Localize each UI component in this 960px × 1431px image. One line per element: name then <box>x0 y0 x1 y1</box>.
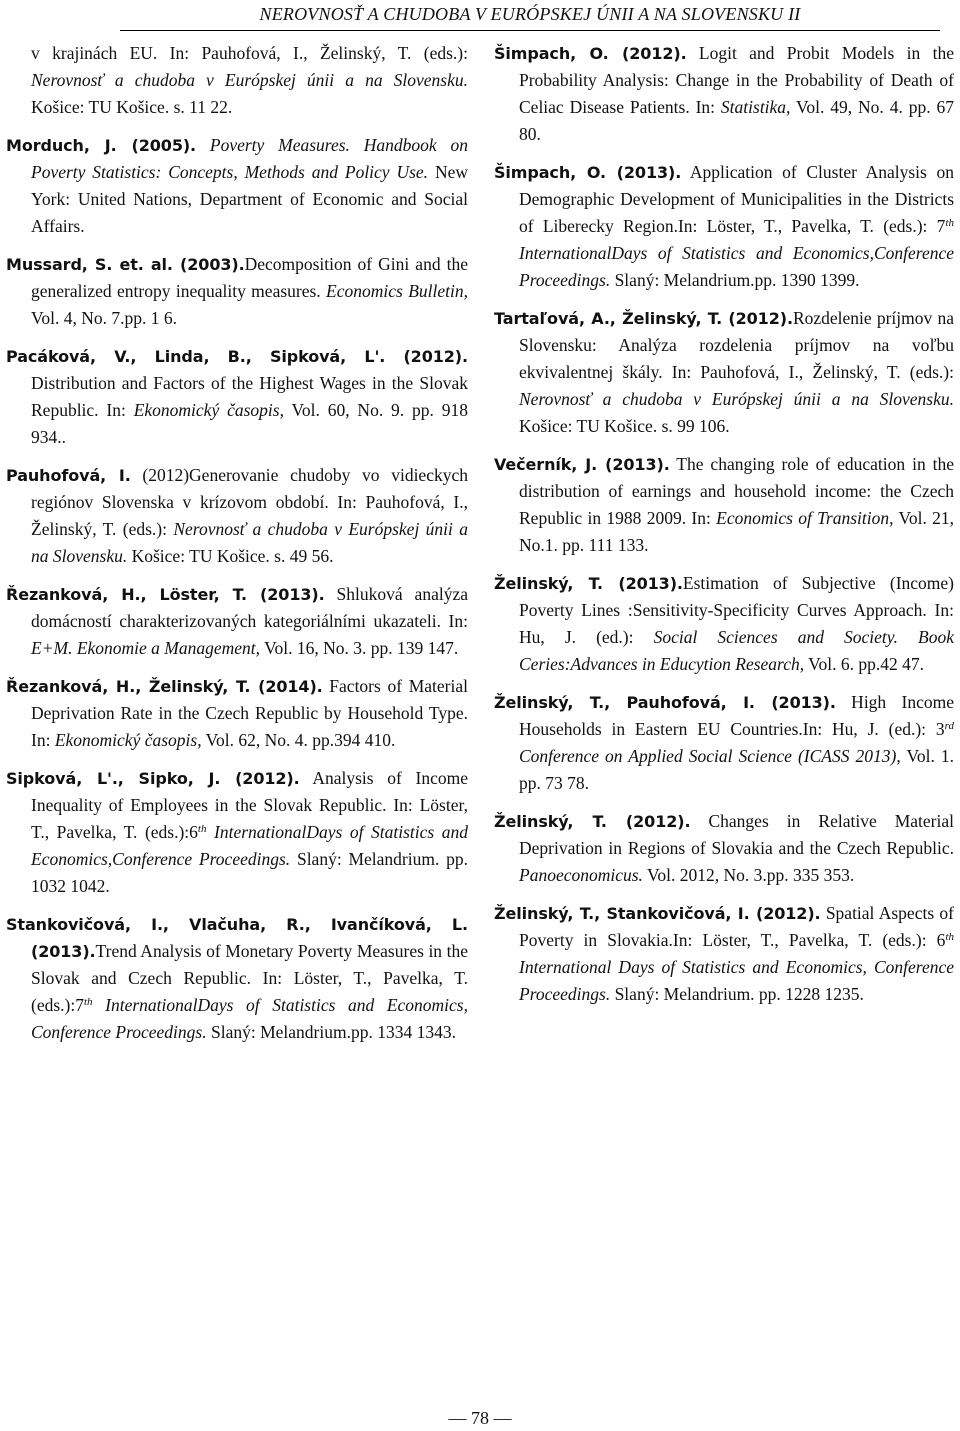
reference-text: Vol. 21, No.1. pp. 111 133. <box>519 508 955 555</box>
left-column <box>6 40 468 1057</box>
reference-text: Logit and Probit Models in the Probability Analysis: Change in the Probability of Death of Celiac Disease Patients. In: <box>519 43 954 117</box>
reference-text: Košice: TU Košice. s. 11 22. <box>31 97 233 117</box>
reference-text: Factors of Material Deprivation Rate in the Czech Republic by Household Type. In: <box>31 676 468 750</box>
reference-text: Estimation of Subjective (Income) Poverty Lines :Sensitivity-Specificity Curves Approach. In: Hu, J. (ed.): <box>519 573 955 647</box>
reference-title: Economics of Transition, <box>716 508 894 528</box>
reference-text: Košice: TU Košice. s. 99 106. <box>519 416 730 436</box>
reference-author: Řezanková, H., Želinský, T. (2014). <box>6 677 323 696</box>
reference-text: Vol. 4, No. 7.pp. 1 6. <box>31 308 178 328</box>
reference-title: InternationalDays of Statistics and Economics, Conference Proceedings. <box>31 995 468 1042</box>
reference-title: Poverty Measures. Handbook on Poverty Statistics: Concepts, Methods and Policy Use. <box>31 135 468 182</box>
reference-title: E+M. Ekonomie a Management, <box>31 638 261 658</box>
reference-zelinsky-2012 <box>494 808 954 889</box>
running-header <box>120 4 940 31</box>
reference-author: Želinský, T., Stankovičová, I. (2012). <box>494 904 821 923</box>
reference-title: Conference on Applied Social Science (ICASS 2013), <box>519 746 901 766</box>
reference-text: Vol. 1. pp. 73 78. <box>519 746 954 793</box>
reference-text: High Income Households in Eastern EU Countries.In: Hu, J. (ed.): 3 <box>519 692 954 739</box>
reference-text: Vol. 16, No. 3. pp. 139 147. <box>260 638 459 658</box>
reference-text: Analysis of Income Inequality of Employees in the Slovak Republic. In: Löster, T., Pavelka, T. (eds.):6 <box>31 768 468 842</box>
reference-author: Sipková, L'., Sipko, J. (2012). <box>6 769 300 788</box>
reference-zelinsky-pauhofova <box>494 689 954 797</box>
reference-author: Večerník, J. (2013). <box>494 455 670 474</box>
reference-author: Pacáková, V., Linda, B., Sipková, L'. (2012). <box>6 347 468 366</box>
reference-text: Košice: TU Košice. s. 49 56. <box>127 546 334 566</box>
reference-author: Želinský, T., Pauhofová, I. (2013). <box>494 693 836 712</box>
reference-text: Spatial Aspects of Poverty in Slovakia.In: Löster, T., Pavelka, T. (eds.): 6 <box>519 903 955 950</box>
reference-author: Želinský, T. (2012). <box>494 812 691 831</box>
reference-text: Changes in Relative Material Deprivation in Regions of Slovakia and the Czech Republic. <box>519 811 954 858</box>
reference-title: International Days of Statistics and Economics, Conference Proceedings. <box>519 957 954 1004</box>
reference-author: Šimpach, O. (2013). <box>494 163 682 182</box>
reference-text: Trend Analysis of Monetary Poverty Measures in the Slovak and Czech Republic. In: Löster, T., Pavelka, T. (eds.):7 <box>31 941 468 1015</box>
reference-text: Vol. 49, No. 4. pp. 67 80. <box>519 97 954 144</box>
reference-text: The changing role of education in the distribution of earnings and household income: the Czech Republic in 1988 2009. In: <box>519 454 954 528</box>
reference-title: Nerovnosť a chudoba v Európskej únii a na Slovensku. <box>31 70 468 90</box>
reference-sipkova-sipko <box>6 765 468 900</box>
reference-title: Social Sciences and Society. Book Ceries:Advances in Educytion Research, <box>519 627 954 674</box>
reference-text: (2012)Generovanie chudoby vo vidieckych regiónov Slovenska v krízovom období. In: Pauhofová, I., Želinský, T. (eds.): <box>31 465 468 539</box>
reference-text: Rozdelenie príjmov na Slovensku: Analýza rozdelenia príjmov na voľbu ekvivalentnej škály. In: Pauhofová, I., Želinský, T. (eds.): <box>519 308 954 382</box>
reference-author: Želinský, T. (2013). <box>494 574 683 593</box>
reference-text: Slaný: Melandrium. pp. 1228 1235. <box>610 984 864 1004</box>
reference-author: Pauhofová, I. <box>6 466 131 485</box>
reference-text: Vol. 6. pp.42 47. <box>804 654 925 674</box>
reference-title: Economics Bulletin, <box>326 281 468 301</box>
reference-rezankova-zelinsky <box>6 673 468 754</box>
reference-title: Nerovnosť a chudoba v Európskej únii a na Slovensku. <box>519 389 954 409</box>
reference-author: Šimpach, O. (2012). <box>494 44 687 63</box>
reference-text: Vol. 60, No. 9. pp. 918 934.. <box>31 400 468 447</box>
running-title: NEROVNOSŤ A CHUDOBA V EURÓPSKEJ ÚNII A NA SLOVENSKU II <box>259 4 801 24</box>
reference-tartalova <box>494 305 954 440</box>
reference-stankovicova <box>6 911 468 1046</box>
reference-mussard <box>6 251 468 332</box>
ordinal-superscript: th <box>945 931 954 943</box>
reference-title: Ekonomický časopis, <box>133 400 284 420</box>
reference-author: Mussard, S. et. al. (2003). <box>6 255 245 274</box>
reference-pacakova <box>6 343 468 451</box>
reference-zelinsky-stankovicova <box>494 900 954 1008</box>
reference-simpach-2012 <box>494 40 954 148</box>
page-number-value: 78 <box>471 1408 489 1428</box>
reference-text: v krajinách EU. In: Pauhofová, I., Želinský, T. (eds.): <box>31 43 468 63</box>
reference-pauhofova <box>6 462 468 570</box>
page-number-dash-left: — <box>448 1408 471 1428</box>
reference-text: Slaný: Melandrium.pp. 1390 1399. <box>610 270 860 290</box>
page-number <box>0 1408 960 1429</box>
reference-morduch <box>6 132 468 240</box>
reference-title: Panoeconomicus. <box>519 865 643 885</box>
reference-text: New York: United Nations, Department of Economic and Social Affairs. <box>31 162 468 236</box>
ordinal-superscript: th <box>83 996 93 1008</box>
reference-rezankova-loster <box>6 581 468 662</box>
reference-text: Shluková analýza domácností charakterizovaných kategoriálními ukazateli. In: <box>31 584 468 631</box>
ordinal-superscript: th <box>197 823 207 835</box>
reference-text: Vol. 2012, No. 3.pp. 335 353. <box>642 865 855 885</box>
reference-author: Morduch, J. (2005). <box>6 136 197 155</box>
reference-vecernik <box>494 451 954 559</box>
reference-title: Statistika, <box>720 97 791 117</box>
reference-zelinsky-2013 <box>494 570 954 678</box>
right-column <box>494 40 954 1019</box>
page-number-dash-right: — <box>489 1408 512 1428</box>
reference-title: InternationalDays of Statistics and Economics,Conference Proceedings. <box>31 822 468 869</box>
reference-author: Řezanková, H., Löster, T. (2013). <box>6 585 325 604</box>
reference-text: Slaný: Melandrium. pp. 1032 1042. <box>31 849 469 896</box>
reference-text: Distribution and Factors of the Highest Wages in the Slovak Republic. In: <box>31 373 468 420</box>
reference-title: InternationalDays of Statistics and Economics,Conference Proceedings. <box>519 243 954 290</box>
reference-author: Tartaľová, A., Želinský, T. (2012). <box>494 309 793 328</box>
reference-title: Ekonomický časopis, <box>54 730 202 750</box>
reference-text: Application of Cluster Analysis on Demographic Development of Municipalities in the Districts of Liberecky Region.In: Löster, T., Pavelka, T. (eds.): 7 <box>519 162 954 236</box>
ordinal-superscript: rd <box>944 720 954 732</box>
reference-title: Nerovnosť a chudoba v Európskej únii a na Slovensku. <box>31 519 468 566</box>
reference-text: Slaný: Melandrium.pp. 1334 1343. <box>206 1022 456 1042</box>
reference-text: Vol. 62, No. 4. pp.394 410. <box>201 730 396 750</box>
reference-text: Decomposition of Gini and the generalized entropy inequality measures. <box>31 254 468 301</box>
ordinal-superscript: th <box>945 217 954 229</box>
reference-continuation <box>6 40 468 121</box>
reference-simpach-2013 <box>494 159 954 294</box>
reference-author: Stankovičová, I., Vlačuha, R., Ivančíková, L. (2013). <box>6 915 468 961</box>
